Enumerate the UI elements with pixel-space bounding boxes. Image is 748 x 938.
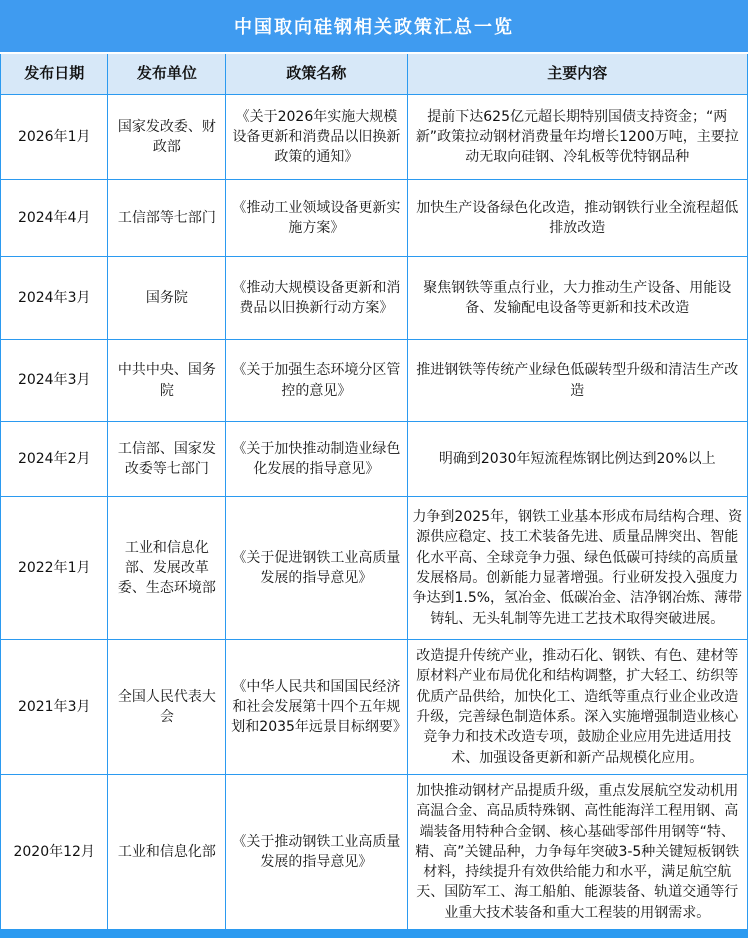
cell-policy: 《关于推动钢铁工业高质量发展的指导意见》 bbox=[226, 775, 407, 929]
bottom-bar bbox=[0, 930, 748, 938]
cell-date: 2022年1月 bbox=[1, 497, 108, 639]
table-row bbox=[1, 422, 747, 497]
cell-content: 明确到2030年短流程炼钢比例达到20%以上 bbox=[438, 450, 716, 467]
cell-date: 2026年1月 bbox=[1, 95, 108, 179]
cell-agency: 国家发改委、财政部 bbox=[108, 95, 226, 179]
table-row bbox=[1, 180, 747, 257]
cell-policy: 《中华人民共和国国民经济和社会发展第十四个五年规划和2035年远景目标纲要》 bbox=[226, 640, 407, 774]
cell-agency: 国务院 bbox=[108, 257, 226, 339]
policy-table bbox=[0, 54, 748, 930]
table-row bbox=[1, 640, 747, 775]
cell-agency: 工信部等七部门 bbox=[108, 180, 226, 256]
cell-content: 改造提升传统产业，推动石化、钢铁、有色、建材等原材料产业布局优化和结构调整，扩大轻工、纺织等优质产品供给，加快化工、造纸等重点行业企业改造升级，完善绿色制造体系。深入实施增强制造业核心竞争力和技术改造专项，鼓励企业应用先进适用技术、加强设备更新和新产品规模化应用。 bbox=[416, 648, 739, 766]
cell-content: 聚焦钢铁等重点行业，大力推动生产设备、用能设备、发输配电设备等更新和技术改造 bbox=[423, 279, 732, 316]
cell-date: 2024年3月 bbox=[1, 340, 108, 421]
cell-policy: 《关于促进钢铁工业高质量发展的指导意见》 bbox=[226, 497, 407, 639]
column-header-date: 发布日期 bbox=[1, 54, 108, 94]
page-title: 中国取向硅钢相关政策汇总一览 bbox=[234, 17, 514, 38]
cell-content: 提前下达625亿元超长期特别国债支持资金；“两新”政策拉动钢材消费量年均增长1200万吨，主要拉动无取向硅钢、冷轧板等优特钢品种 bbox=[415, 108, 739, 166]
cell-policy: 《关于加强生态环境分区管控的意见》 bbox=[226, 340, 407, 421]
cell-date: 2024年4月 bbox=[1, 180, 108, 256]
cell-agency: 工信部、国家发改委等七部门 bbox=[108, 422, 226, 496]
column-header-agency: 发布单位 bbox=[108, 54, 226, 94]
table-header-row bbox=[1, 54, 747, 95]
cell-date: 2020年12月 bbox=[1, 775, 108, 929]
table-row bbox=[1, 340, 747, 422]
cell-date: 2024年2月 bbox=[1, 422, 108, 496]
cell-agency: 中共中央、国务院 bbox=[108, 340, 226, 421]
cell-content: 加快推动钢材产品提质升级，重点发展航空发动机用高温合金、高品质特殊钢、高性能海洋工程用钢、高端装备用特种合金钢、核心基础零部件用钢等“特、精、高”关键品种，力争每年突破3-5种关键短板钢铁材料，持续提升有效供给能力和水平，满足航空航天、国防军工、海工船舶、能源装备、轨道交通等行业重大技术装备和重大工程装的用钢需求。 bbox=[415, 783, 740, 921]
cell-policy: 《关于加快推动制造业绿色化发展的指导意见》 bbox=[226, 422, 407, 496]
cell-content: 加快生产设备绿色化改造，推动钢铁行业全流程超低排放改造 bbox=[416, 199, 739, 236]
table-row bbox=[1, 775, 747, 930]
cell-content: 推进钢铁等传统产业绿色低碳转型升级和清洁生产改造 bbox=[416, 362, 739, 399]
cell-agency: 工业和信息化部 bbox=[108, 775, 226, 929]
cell-policy: 《推动工业领域设备更新实施方案》 bbox=[226, 180, 407, 256]
cell-agency: 工业和信息化部、发展改革委、生态环境部 bbox=[108, 497, 226, 639]
cell-content: 力争到2025年，钢铁工业基本形成布局结构合理、资源供应稳定、技工术装备先进、质量品牌突出、智能化水平高、全球竞争力强、绿色低碳可持续的高质量发展格局。创新能力显著增强。行业研发投入强度力争达到1.5%，氢冶金、低碳冶金、洁净钢冶炼、薄带铸轧、无头轧制等先进工艺技术取得突破进展。 bbox=[412, 509, 743, 627]
cell-date: 2021年3月 bbox=[1, 640, 108, 774]
cell-policy: 《推动大规模设备更新和消费品以旧换新行动方案》 bbox=[226, 257, 407, 339]
table-body bbox=[1, 95, 747, 930]
table-title-bar bbox=[0, 0, 748, 52]
table-row bbox=[1, 95, 747, 180]
column-header-content: 主要内容 bbox=[547, 64, 608, 83]
cell-policy: 《关于2026年实施大规模设备更新和消费品以旧换新政策的通知》 bbox=[226, 95, 407, 179]
table-row bbox=[1, 497, 747, 640]
cell-agency: 全国人民代表大会 bbox=[108, 640, 226, 774]
cell-date: 2024年3月 bbox=[1, 257, 108, 339]
table-row bbox=[1, 257, 747, 340]
column-header-policy: 政策名称 bbox=[226, 54, 407, 94]
